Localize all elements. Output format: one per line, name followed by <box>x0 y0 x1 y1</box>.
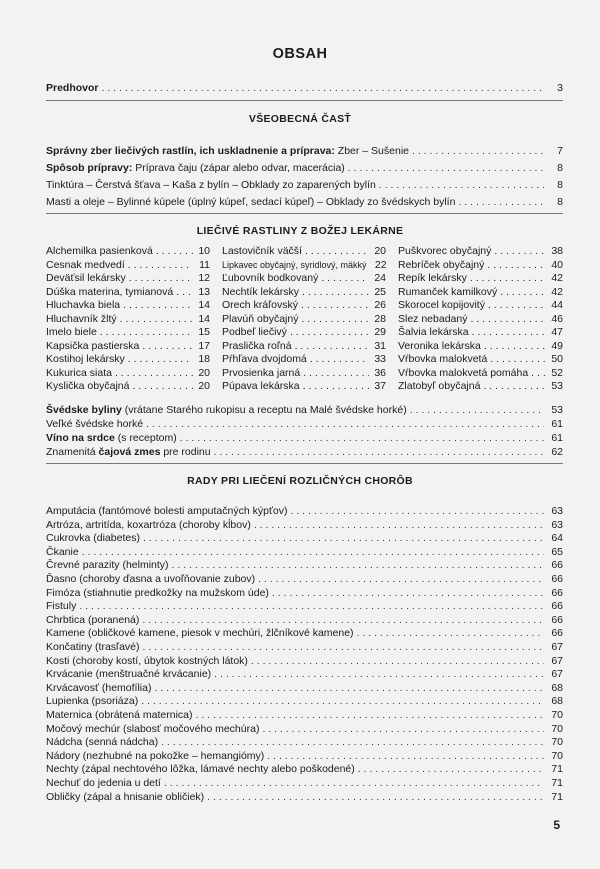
disease-entry <box>46 750 563 763</box>
plant-name: Dúška materina, tymianová <box>46 285 174 298</box>
plant-page: 18 <box>198 353 210 365</box>
disease-name: Čkanie <box>46 545 79 558</box>
divider <box>46 463 563 464</box>
plant-entry <box>398 286 563 299</box>
plant-page: 42 <box>551 272 563 284</box>
plant-page: 40 <box>551 258 563 271</box>
plant-name: Hluchavka biela <box>46 299 121 311</box>
plant-name: Kukurica siata <box>46 366 112 379</box>
disease-name: Fistuly <box>46 600 77 613</box>
plant-entry <box>398 245 563 258</box>
leader-dots <box>132 380 193 393</box>
disease-entry <box>46 682 563 695</box>
plant-page: 26 <box>374 299 386 311</box>
plant-page: 20 <box>198 380 210 392</box>
leader-dots <box>358 763 544 776</box>
disease-entry <box>46 791 563 804</box>
leader-dots <box>161 736 544 749</box>
disease-entry <box>46 736 563 749</box>
entry-page: 8 <box>557 162 563 174</box>
leader-dots <box>156 245 193 258</box>
disease-page: 68 <box>551 681 563 694</box>
plant-entry <box>46 245 210 258</box>
disease-entry <box>46 505 563 518</box>
disease-page: 71 <box>551 790 563 803</box>
disease-name: Nechty (zápal nechtového lôžka, lámavé nechty alebo poškodené) <box>46 763 355 776</box>
disease-page: 67 <box>551 668 563 681</box>
disease-page: 70 <box>551 722 563 735</box>
disease-page: 66 <box>551 586 563 599</box>
disease-page: 67 <box>551 654 563 667</box>
disease-entry <box>46 763 563 776</box>
plant-name: Orech kráľovský <box>222 299 298 311</box>
disease-page: 71 <box>551 763 563 776</box>
disease-page: 71 <box>551 777 563 789</box>
leader-dots <box>410 404 544 417</box>
leader-dots <box>129 272 193 285</box>
plant-name: Plavúň obyčajný <box>222 312 299 325</box>
plant-name: Pŕhľava dvojdomá <box>222 353 307 365</box>
plant-page: 46 <box>551 312 563 325</box>
plant-page: 28 <box>374 312 386 325</box>
plant-page: 22 <box>374 258 387 271</box>
leader-dots <box>472 326 546 339</box>
leader-dots <box>141 695 544 708</box>
entry-text: Masti a oleje – Bylinné kúpele (úplný kúpeľ, sedací kúpeľ) – Obklady zo švédskych bylín <box>46 196 456 208</box>
leader-dots <box>267 750 544 763</box>
disease-entry <box>46 519 563 532</box>
entry-bold: čajová zmes <box>98 446 161 458</box>
leader-dots <box>214 446 544 459</box>
disease-entry <box>46 614 563 627</box>
leader-dots <box>176 286 193 299</box>
leader-dots <box>531 367 546 380</box>
leader-dots <box>82 546 544 559</box>
plant-name: Prvosienka jarná <box>222 366 301 379</box>
leader-dots <box>143 641 544 654</box>
plant-name: Púpava lekárska <box>222 380 300 392</box>
disease-entry <box>46 559 563 572</box>
leader-dots <box>487 259 546 272</box>
leader-dots <box>470 313 546 326</box>
plant-name: Rebríček obyčajný <box>398 258 485 271</box>
plant-name: Vŕbovka malokvetá pomáha <box>398 366 529 379</box>
disease-page: 70 <box>551 709 563 721</box>
disease-name: Krvácanie (menštruačné krvácanie) <box>46 668 212 681</box>
plant-entry <box>46 367 210 380</box>
leader-dots <box>290 505 544 518</box>
plant-page: 53 <box>551 380 563 392</box>
entry-label: Predhovor <box>46 82 99 94</box>
disease-name: Nádcha (senná nádcha) <box>46 736 159 749</box>
leader-dots <box>412 145 544 158</box>
plant-entry <box>398 299 563 312</box>
disease-page: 70 <box>551 749 563 762</box>
disease-name: Chrbtica (poranená) <box>46 613 140 626</box>
disease-name: Kosti (choroby kostí, úbytok kostných látok) <box>46 654 248 667</box>
plant-entry <box>222 286 386 299</box>
leader-dots <box>172 559 544 572</box>
leader-dots <box>348 162 544 175</box>
disease-page: 64 <box>551 532 563 545</box>
plant-page: 20 <box>374 245 386 257</box>
plant-entry <box>398 380 563 393</box>
toc-entry <box>46 418 563 431</box>
entry-page: 7 <box>557 145 563 157</box>
leader-dots <box>357 627 544 640</box>
disease-name: Kamene (obličkové kamene, piesok v mechúri, žlčníkové kamene) <box>46 627 354 640</box>
disease-name: Nádory (nezhubné na pokožke – hemangiómy) <box>46 749 265 762</box>
entry-page: 8 <box>557 196 563 208</box>
plant-entry <box>398 313 563 326</box>
entry-text: Veľké švédske horké <box>46 418 144 430</box>
disease-name: Artróza, artritída, koxartróza (choroby kĺbov) <box>46 518 251 531</box>
plant-entry <box>222 353 386 366</box>
disease-name: Močový mechúr (slabosť močového mechúra) <box>46 722 260 735</box>
entry-page: 61 <box>551 418 563 430</box>
disease-name: Črevné parazity (helminty) <box>46 559 169 572</box>
disease-page: 70 <box>551 736 563 749</box>
leader-dots <box>115 367 193 380</box>
leader-dots <box>488 299 546 312</box>
leader-dots <box>303 380 369 393</box>
plant-name: Praslička roľná <box>222 339 292 352</box>
plant-entry <box>46 340 210 353</box>
entry-page: 3 <box>557 82 563 94</box>
section-heading: VŠEOBECNÁ ČASŤ <box>248 113 352 125</box>
leader-dots <box>494 245 546 258</box>
disease-name: Ďasno (choroby ďasna a uvoľňovanie zubov) <box>46 573 256 585</box>
disease-name: Amputácia (fantómové bolesti amputačných kýpťov) <box>46 505 288 517</box>
leader-dots <box>500 286 546 299</box>
disease-entry <box>46 573 563 586</box>
disease-entry <box>46 709 563 722</box>
leader-dots <box>484 340 546 353</box>
disease-name: Lupienka (psoriáza) <box>46 695 139 708</box>
plant-page: 38 <box>551 245 563 257</box>
leader-dots <box>214 668 544 681</box>
plant-page: 33 <box>374 353 386 365</box>
leader-dots <box>305 245 369 258</box>
disease-page: 66 <box>551 613 563 626</box>
plant-page: 11 <box>199 258 210 271</box>
plant-entry <box>222 272 386 285</box>
leader-dots <box>102 82 544 95</box>
toc-entry <box>46 162 563 175</box>
plant-name: Rumanček kamilkový <box>398 285 498 298</box>
disease-name: Cukrovka (diabetes) <box>46 532 140 545</box>
disease-entry <box>46 668 563 681</box>
plant-page: 14 <box>198 299 210 311</box>
plant-entry <box>46 286 210 299</box>
plant-name: Repík lekársky <box>398 272 467 284</box>
disease-page: 67 <box>551 641 563 653</box>
leader-dots <box>128 353 193 366</box>
entry-text: Príprava čaju (zápar alebo odvar, macerácia) <box>132 162 345 174</box>
plant-name: Veronika lekárska <box>398 339 481 352</box>
divider <box>46 213 563 214</box>
entry-bold: Víno na srdce <box>46 432 115 444</box>
leader-dots <box>470 272 546 285</box>
entry-text: Zber – Sušenie <box>334 145 410 157</box>
disease-page: 66 <box>551 559 563 572</box>
disease-entry <box>46 587 563 600</box>
entry-bold: Spôsob prípravy: <box>46 162 133 174</box>
plant-name: Lipkavec obyčajný, syridlový, mäkký <box>222 259 367 270</box>
disease-page: 65 <box>551 545 563 558</box>
disease-entry <box>46 627 563 640</box>
plant-entry <box>222 259 386 272</box>
disease-page: 66 <box>551 573 563 585</box>
toc-entry <box>46 432 563 445</box>
plant-entry <box>398 272 563 285</box>
toc-entry <box>46 179 563 192</box>
plant-page: 15 <box>198 326 210 338</box>
leader-dots <box>272 587 544 600</box>
leader-dots <box>321 272 369 285</box>
disease-entry <box>46 655 563 668</box>
plant-page: 37 <box>374 380 386 392</box>
leader-dots <box>301 299 369 312</box>
leader-dots <box>142 614 544 627</box>
disease-entry <box>46 600 563 613</box>
leader-dots <box>120 313 193 326</box>
entry-text: Tinktúra – Čerstvá šťava – Kaša z bylín – Obklady zo zaparených bylín <box>46 179 376 191</box>
plant-entry <box>46 259 210 272</box>
leader-dots <box>143 532 544 545</box>
disease-entry <box>46 641 563 654</box>
entry-page: 53 <box>551 404 563 416</box>
plant-entry <box>46 380 210 393</box>
disease-name: Končatiny (trasľavé) <box>46 641 140 653</box>
toc-entry <box>46 145 563 158</box>
entry-page: 61 <box>551 432 563 444</box>
plant-page: 50 <box>551 353 563 365</box>
plant-name: Kyslička obyčajná <box>46 380 130 392</box>
plant-page: 20 <box>198 366 210 379</box>
leader-dots <box>123 299 193 312</box>
plant-name: Deväťsil lekársky <box>46 272 126 284</box>
leader-dots <box>258 573 544 586</box>
entry-bold: Správny zber liečivých rastlín, ich uskladnenie a príprava: <box>46 145 335 157</box>
toc-entry-predhovor <box>46 82 563 95</box>
plant-entry <box>46 299 210 312</box>
leader-dots <box>301 313 369 326</box>
leader-dots <box>79 600 544 613</box>
plant-entry <box>398 367 563 380</box>
disease-page: 68 <box>551 695 563 708</box>
plant-page: 24 <box>374 272 386 284</box>
leader-dots <box>180 432 544 445</box>
disease-name: Obličky (zápal a hnisanie obličiek) <box>46 790 205 803</box>
plant-page: 25 <box>374 285 386 298</box>
plant-name: Kostihoj lekársky <box>46 353 125 365</box>
leader-dots <box>251 655 544 668</box>
plant-name: Vŕbovka malokvetá <box>398 353 488 365</box>
plant-name: Nechtík lekársky <box>222 285 300 298</box>
plant-page: 42 <box>551 285 563 298</box>
disease-name: Nechuť do jedenia u detí <box>46 777 161 789</box>
disease-entry <box>46 777 563 790</box>
plant-page: 14 <box>198 312 210 325</box>
plant-name: Slez nebadaný <box>398 312 468 325</box>
disease-page: 63 <box>551 518 563 531</box>
divider <box>46 100 563 101</box>
section-heading: LIEČIVÉ RASTLINY Z BOŽEJ LEKÁRNE <box>196 225 404 237</box>
disease-name: Krvácavosť (hemofília) <box>46 681 152 694</box>
plant-name: Skorocel kopijovitý <box>398 299 485 311</box>
leader-dots <box>164 777 544 790</box>
page-number: 5 <box>553 818 560 832</box>
leader-dots <box>302 286 369 299</box>
plant-page: 13 <box>198 285 210 298</box>
disease-entry <box>46 546 563 559</box>
plant-name: Puškvorec obyčajný <box>398 245 492 257</box>
leader-dots <box>295 340 369 353</box>
toc-entry <box>46 446 563 459</box>
plant-page: 29 <box>374 326 386 338</box>
plant-entry <box>398 259 563 272</box>
leader-dots <box>128 259 193 272</box>
entry-text: pre rodinu <box>160 446 211 458</box>
plant-entry <box>222 340 386 353</box>
plant-name: Šalvia lekárska <box>398 326 469 338</box>
leader-dots <box>379 179 544 192</box>
plant-page: 10 <box>198 245 210 257</box>
leader-dots <box>262 723 544 736</box>
page-title: OBSAH <box>272 46 328 62</box>
entry-page: 62 <box>551 446 563 458</box>
plant-name: Hluchavník žltý <box>46 312 117 325</box>
plant-entry <box>222 326 386 339</box>
section-heading: RADY PRI LIEČENÍ ROZLIČNÝCH CHORÔB <box>187 475 413 487</box>
disease-entry <box>46 695 563 708</box>
plant-name: Ľubovník bodkovaný <box>222 272 319 284</box>
plant-entry <box>222 299 386 312</box>
disease-page: 63 <box>551 505 563 517</box>
plant-entry <box>398 340 563 353</box>
leader-dots <box>458 196 544 209</box>
leader-dots <box>142 340 193 353</box>
plant-name: Lastovičník väčší <box>222 245 302 257</box>
plant-entry <box>46 272 210 285</box>
plant-page: 49 <box>551 339 563 352</box>
entry-text: Znamenitá <box>46 446 99 458</box>
toc-entry <box>46 196 563 209</box>
leader-dots <box>303 367 369 380</box>
leader-dots <box>154 682 544 695</box>
plant-page: 31 <box>374 339 386 352</box>
disease-entry <box>46 532 563 545</box>
disease-entry <box>46 723 563 736</box>
disease-page: 66 <box>551 627 563 640</box>
disease-page: 66 <box>551 600 563 613</box>
plant-page: 47 <box>551 326 563 338</box>
plant-entry <box>222 367 386 380</box>
plant-page: 36 <box>374 366 386 379</box>
entry-text: (vrátane Starého rukopisu a receptu na Malé švédske horké) <box>121 404 407 416</box>
entry-bold: Švédske byliny <box>46 404 122 416</box>
plant-entry <box>46 326 210 339</box>
leader-dots <box>290 326 369 339</box>
leader-dots <box>490 353 546 366</box>
plant-name: Alchemilka pasienková <box>46 245 153 257</box>
leader-dots <box>254 519 544 532</box>
plant-page: 44 <box>551 299 563 311</box>
toc-entry <box>46 404 563 417</box>
plant-name: Zlatobyľ obyčajná <box>398 380 481 392</box>
plant-page: 12 <box>198 272 210 284</box>
leader-dots <box>146 418 544 431</box>
plant-name: Cesnak medvedí <box>46 258 125 271</box>
plant-entry <box>46 353 210 366</box>
plant-name: Podbeľ liečivý <box>222 326 287 338</box>
disease-name: Maternica (obrátená maternica) <box>46 709 193 721</box>
plant-entry <box>222 380 386 393</box>
entry-page: 8 <box>557 179 563 191</box>
plant-name: Imelo biele <box>46 326 97 338</box>
leader-dots <box>207 791 544 804</box>
leader-dots <box>483 380 546 393</box>
entry-text: (s receptom) <box>114 432 177 444</box>
disease-name: Fimóza (stiahnutie predkožky na mužskom úde) <box>46 586 269 599</box>
leader-dots <box>195 709 544 722</box>
plant-entry <box>222 313 386 326</box>
leader-dots <box>100 326 193 339</box>
plant-page: 52 <box>551 366 563 379</box>
plant-entry <box>398 326 563 339</box>
plant-entry <box>398 353 563 366</box>
plant-page: 17 <box>198 339 210 352</box>
leader-dots <box>310 353 369 366</box>
plant-name: Kapsička pastierska <box>46 339 140 352</box>
plant-entry <box>46 313 210 326</box>
plant-entry <box>222 245 386 258</box>
